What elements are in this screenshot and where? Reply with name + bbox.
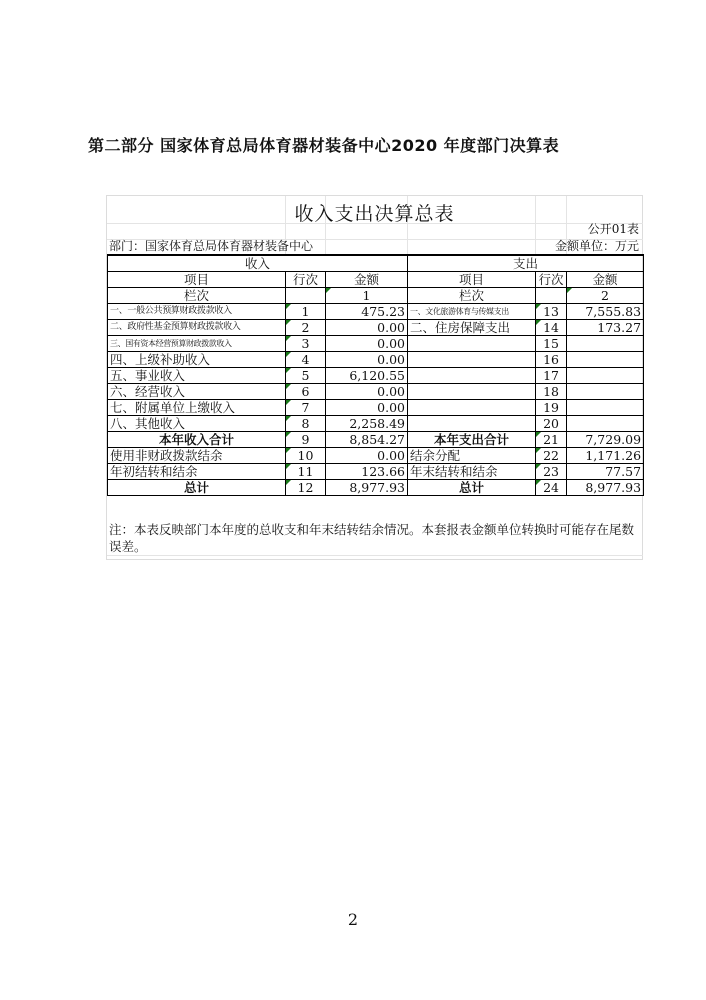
income-line: 7 bbox=[286, 400, 326, 416]
income-amount: 8,854.27 bbox=[326, 432, 408, 448]
income-amount: 0.00 bbox=[326, 336, 408, 352]
expense-amount: 173.27 bbox=[567, 320, 644, 336]
income-amount: 8,977.93 bbox=[326, 480, 408, 496]
income-header: 收入 bbox=[108, 255, 408, 272]
expense-line: 22 bbox=[536, 448, 567, 464]
table-row bbox=[108, 336, 644, 352]
income-amount: 0.00 bbox=[326, 400, 408, 416]
gridline bbox=[107, 555, 643, 556]
expense-line: 23 bbox=[536, 464, 567, 480]
expense-line: 21 bbox=[536, 432, 567, 448]
table-row bbox=[108, 384, 644, 400]
expense-amount bbox=[567, 416, 644, 432]
income-line: 1 bbox=[286, 304, 326, 320]
expense-line: 19 bbox=[536, 400, 567, 416]
table-note: 注：本表反映部门本年度的总收支和年末结转结余情况。本套报表金额单位转换时可能存在尾数误差。 bbox=[109, 522, 635, 554]
expense-amount bbox=[567, 336, 644, 352]
income-item: 五、事业收入 bbox=[108, 368, 286, 384]
expense-item bbox=[408, 352, 536, 368]
col-line-header: 行次 bbox=[536, 272, 567, 288]
expense-amount: 8,977.93 bbox=[567, 480, 644, 496]
table-row bbox=[108, 416, 644, 432]
summary-table bbox=[107, 254, 644, 496]
expense-line: 13 bbox=[536, 304, 567, 320]
expense-item bbox=[408, 416, 536, 432]
income-item: 二、政府性基金预算财政拨款收入 bbox=[108, 320, 286, 336]
table-row bbox=[108, 464, 644, 480]
lanci-label: 栏次 bbox=[108, 288, 286, 304]
table-row bbox=[108, 304, 644, 320]
expense-amount: 7,555.83 bbox=[567, 304, 644, 320]
income-item: 四、上级补助收入 bbox=[108, 352, 286, 368]
income-line: 2 bbox=[286, 320, 326, 336]
income-amount: 0.00 bbox=[326, 448, 408, 464]
income-item: 一、一般公共预算财政拨款收入 bbox=[108, 304, 286, 320]
income-line: 6 bbox=[286, 384, 326, 400]
expense-item: 结余分配 bbox=[408, 448, 536, 464]
income-line: 11 bbox=[286, 464, 326, 480]
col-amount-header: 金额 bbox=[326, 272, 408, 288]
expense-line: 24 bbox=[536, 480, 567, 496]
expense-item bbox=[408, 336, 536, 352]
lanci-income: 1 bbox=[326, 288, 408, 304]
expense-line: 14 bbox=[536, 320, 567, 336]
empty-cell bbox=[536, 288, 567, 304]
income-item: 七、附属单位上缴收入 bbox=[108, 400, 286, 416]
expense-amount: 1,171.26 bbox=[567, 448, 644, 464]
table-row bbox=[108, 432, 644, 448]
income-amount: 6,120.55 bbox=[326, 368, 408, 384]
section-heading: 第二部分 国家体育总局体育器材装备中心2020 年度部门决算表 bbox=[88, 136, 560, 155]
income-item: 总计 bbox=[108, 480, 286, 496]
income-line: 5 bbox=[286, 368, 326, 384]
income-line: 12 bbox=[286, 480, 326, 496]
expense-amount: 7,729.09 bbox=[567, 432, 644, 448]
table-row bbox=[108, 480, 644, 496]
expense-amount bbox=[567, 400, 644, 416]
table-row bbox=[108, 320, 644, 336]
income-amount: 123.66 bbox=[326, 464, 408, 480]
col-line-header: 行次 bbox=[286, 272, 326, 288]
expense-line: 20 bbox=[536, 416, 567, 432]
empty-cell bbox=[286, 288, 326, 304]
expense-line: 16 bbox=[536, 352, 567, 368]
expense-amount bbox=[567, 384, 644, 400]
income-item: 使用非财政拨款结余 bbox=[108, 448, 286, 464]
expense-line: 15 bbox=[536, 336, 567, 352]
table-title: 收入支出决算总表 bbox=[294, 203, 455, 225]
lanci-expense: 2 bbox=[567, 288, 644, 304]
expense-item bbox=[408, 400, 536, 416]
expense-item: 总计 bbox=[408, 480, 536, 496]
table-row bbox=[108, 400, 644, 416]
table-row bbox=[108, 448, 644, 464]
table-row bbox=[108, 368, 644, 384]
income-line: 4 bbox=[286, 352, 326, 368]
table-code: 公开01表 bbox=[587, 222, 639, 236]
income-item: 本年收入合计 bbox=[108, 432, 286, 448]
column-header-row bbox=[108, 272, 644, 288]
income-amount: 475.23 bbox=[326, 304, 408, 320]
expense-line: 18 bbox=[536, 384, 567, 400]
expense-item: 年末结转和结余 bbox=[408, 464, 536, 480]
expense-item bbox=[408, 368, 536, 384]
income-item: 年初结转和结余 bbox=[108, 464, 286, 480]
income-item: 六、经营收入 bbox=[108, 384, 286, 400]
expense-amount: 77.57 bbox=[567, 464, 644, 480]
expense-header: 支出 bbox=[408, 255, 644, 272]
income-amount: 0.00 bbox=[326, 352, 408, 368]
expense-item: 本年支出合计 bbox=[408, 432, 536, 448]
spreadsheet-area bbox=[106, 195, 643, 560]
income-line: 10 bbox=[286, 448, 326, 464]
income-line: 3 bbox=[286, 336, 326, 352]
table-row bbox=[108, 352, 644, 368]
page-number: 2 bbox=[347, 910, 359, 929]
income-item: 三、国有资本经营预算财政拨款收入 bbox=[108, 336, 286, 352]
lanci-row bbox=[108, 288, 644, 304]
table-header-row bbox=[108, 255, 644, 272]
income-item: 八、其他收入 bbox=[108, 416, 286, 432]
income-amount: 0.00 bbox=[326, 320, 408, 336]
unit-label: 金额单位：万元 bbox=[554, 239, 639, 253]
income-line: 9 bbox=[286, 432, 326, 448]
expense-item: 一、文化旅游体育与传媒支出 bbox=[408, 304, 536, 320]
expense-item bbox=[408, 384, 536, 400]
department-label: 部门：国家体育总局体育器材装备中心 bbox=[109, 239, 314, 253]
income-amount: 2,258.49 bbox=[326, 416, 408, 432]
col-amount-header: 金额 bbox=[567, 272, 644, 288]
income-line: 8 bbox=[286, 416, 326, 432]
col-item-header: 项目 bbox=[408, 272, 536, 288]
expense-item: 二、住房保障支出 bbox=[408, 320, 536, 336]
income-amount: 0.00 bbox=[326, 384, 408, 400]
lanci-label: 栏次 bbox=[408, 288, 536, 304]
expense-amount bbox=[567, 368, 644, 384]
expense-amount bbox=[567, 352, 644, 368]
col-item-header: 项目 bbox=[108, 272, 286, 288]
expense-line: 17 bbox=[536, 368, 567, 384]
